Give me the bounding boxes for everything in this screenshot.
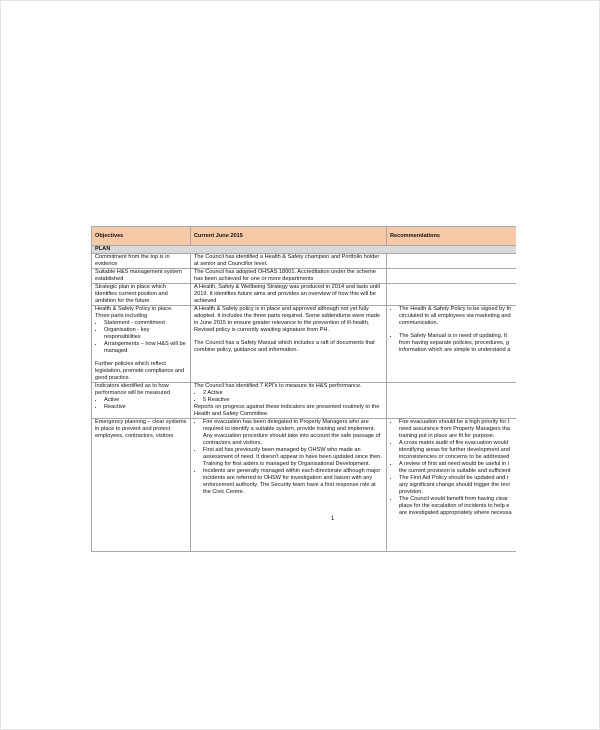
table-row: [92, 269, 517, 284]
list-item: • The First Aid Policy should be updated and r any significant change should trigger the revi provision.: [399, 475, 516, 496]
objective-cell: [92, 383, 191, 419]
recommendation-cell: [387, 306, 517, 383]
list-item: • Fire evacuation should be a high priority for t need assurance from Property Managers tha training put in place are fit for purpose.: [399, 419, 516, 440]
list-item: • Incidents are generally managed within each directorate although major incidents are referred to OHSW for investigation and liaison with any enforcement authority. The Security team have a first response role at the Civic Centre.: [203, 468, 383, 496]
current-cell: A Health, Safety & Wellbeing Strategy was produced in 2014 and lasts until 2019. It identifies future aims and provides an overview of how this will be achieved: [191, 284, 387, 306]
objective-cell: Suitable H&S management system established: [92, 269, 191, 284]
current-text: The Council has a Safety Manual which includes a raft of documents that combine policy, guidance and information.: [194, 340, 375, 353]
objective-cell: Commitment from the top is in evidence: [92, 254, 191, 269]
table-header-row: [92, 227, 517, 246]
list-item: • The Health & Safety Policy to be signed by th circulated to all employees via marketing and communication.: [399, 306, 516, 327]
list-item: • Arrangements – how H&S will be managed: [104, 341, 187, 355]
objective-cell: Emergency planning – clear systems in place to prevent and protect employees, contractors, visitors: [92, 419, 191, 552]
list-item: • Active: [104, 397, 187, 404]
current-cell: The Council has adopted OHSAS 18001. Accreditation under the scheme has been achieved for one or more departments: [191, 269, 387, 284]
list-item: • Statement - commitment: [104, 320, 187, 327]
current-text: Reports on progress against these indicators are presented routinely to the Health and Safety Committee.: [194, 404, 380, 417]
header-current: Current June 2015: [191, 227, 387, 246]
header-objectives: Objectives: [92, 227, 191, 246]
current-text: The Council has identified 7 KPI's to measure its H&S performance.: [194, 383, 362, 389]
objective-cell: Strategic plan in place which identifies current position and ambition for the future: [92, 284, 191, 306]
list-item: • First aid has previously been managed by OHSW who made an assessment of need. It doesn't appear to have been updated since then. Training for first aiders is managed by Organisational Development.: [203, 447, 383, 468]
list-item: • A cross matrix audit of fire evacuation would identifying areas for further development and inconsistencies or concerns to be addressed: [399, 440, 516, 461]
table-row: [92, 284, 517, 306]
recommendation-cell: [387, 284, 517, 306]
section-row: [92, 246, 517, 254]
list-item: • The Council would benefit from having clear place for the escalation of incidents to help e are investigated appropriately where necessa: [399, 496, 516, 517]
current-cell: The Council has identified a Health & Safety champion and Portfolio holder at senior and Councillor level.: [191, 254, 387, 269]
current-cell: [191, 419, 387, 552]
section-plan: PLAN: [92, 246, 517, 254]
objective-text: Further policies which reflect legislation, promote compliance and good practice.: [95, 361, 185, 381]
list-item: • Reactive: [104, 404, 187, 411]
plan-table: [91, 226, 516, 552]
objective-text: Indicators identified as to how performance will be measured: [95, 383, 170, 396]
list-item: • 5 Reactive: [203, 397, 383, 404]
list-item: • The Safety Manual is in need of updating. It from having separate policies, procedures, g information which are simple to understand a: [399, 333, 516, 354]
header-recommendations: Recommendations: [387, 227, 517, 246]
objective-text: Health & Safety Policy in place. Three parts including: [95, 306, 173, 319]
list-item: • Fire evacuation has been delegated to Property Managers who are required to identify a suitable system, provide training and implement. Any evacuation procedure should take into account the safe passage of contractors and visitors.: [203, 419, 383, 447]
table-row: [92, 254, 517, 269]
recommendation-cell: [387, 254, 517, 269]
table-row: [92, 419, 517, 552]
table-row: [92, 306, 517, 383]
list-item: • 2 Active: [203, 390, 383, 397]
recommendation-cell: [387, 383, 517, 419]
list-item: • A review of first aid need would be useful in i the current provision is suitable and sufficient: [399, 461, 516, 475]
current-cell: [191, 383, 387, 419]
recommendation-cell: [387, 269, 517, 284]
list-item: • Organisation - key responsibilities: [104, 327, 187, 341]
page-number: 1: [331, 516, 335, 522]
recommendation-cell: [387, 419, 517, 552]
current-text: A Health & Safety policy is in place and approved although not yet fully adopted. It includes the three parts required. Some addendums were made in June 2015 to ensure greater relevance to the prevention of ill-health. Revised policy is currently awaiting signature from PH.: [194, 306, 380, 333]
table-row: [92, 383, 517, 419]
current-cell: [191, 306, 387, 383]
objective-cell: [92, 306, 191, 383]
